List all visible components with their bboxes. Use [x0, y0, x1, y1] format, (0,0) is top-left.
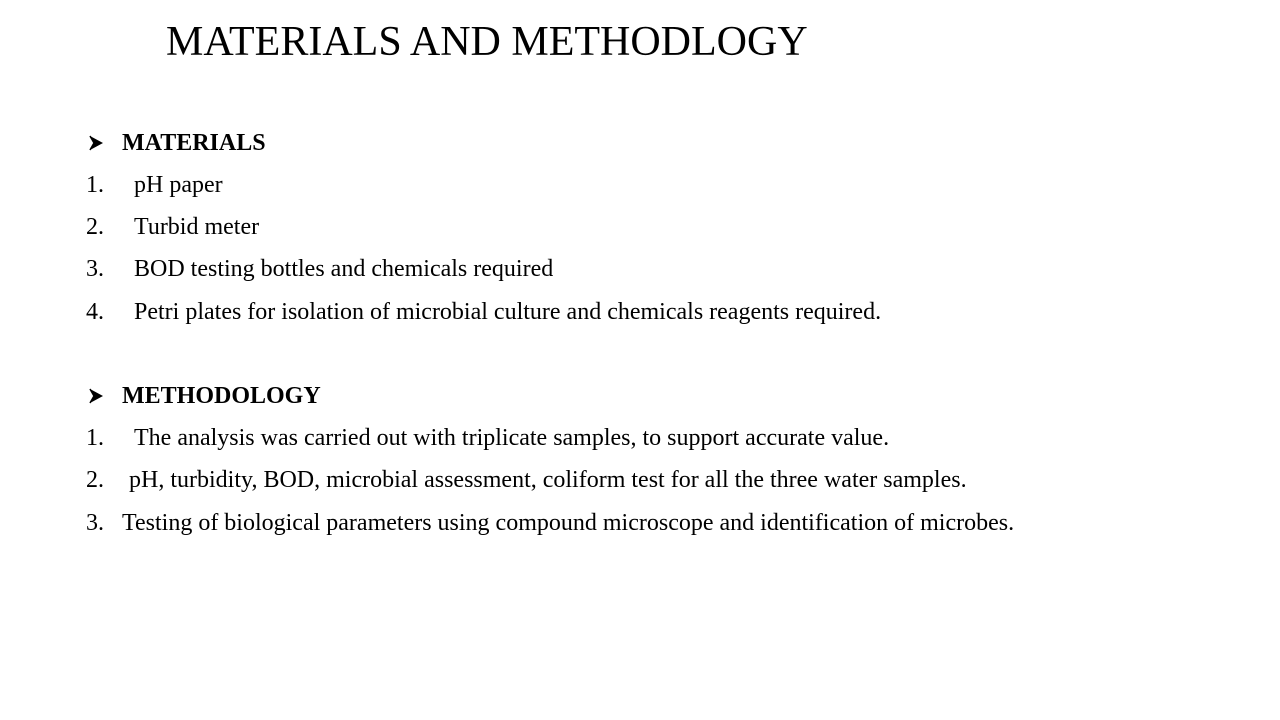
methodology-heading: METHODOLOGY	[122, 383, 321, 409]
list-item-text: Testing of biological parameters using compound microscope and identification of microbes.	[122, 510, 1015, 536]
list-item-text: Petri plates for isolation of microbial culture and chemicals reagents required.	[134, 299, 882, 325]
page-title: MATERIALS AND METHODLOGY	[166, 19, 808, 65]
list-item-number: 3.	[86, 256, 104, 282]
list-item-text: The analysis was carried out with triplicate samples, to support accurate value.	[134, 425, 890, 451]
list-item-text: BOD testing bottles and chemicals required	[134, 256, 554, 282]
list-item-text: Turbid meter	[134, 214, 260, 240]
arrow-bullet-icon	[88, 128, 106, 158]
list-item-number: 2.	[86, 467, 104, 493]
arrow-bullet-icon	[88, 381, 106, 411]
materials-heading: MATERIALS	[122, 130, 266, 156]
list-item-number: 2.	[86, 214, 104, 240]
list-item-number: 1.	[86, 425, 104, 451]
list-item-number: 1.	[86, 172, 104, 198]
list-item-number: 4.	[86, 299, 104, 325]
list-item-text: pH paper	[134, 172, 223, 198]
list-item-number: 3.	[86, 510, 104, 536]
list-item-text: pH, turbidity, BOD, microbial assessment, coliform test for all the three water samples.	[129, 467, 967, 493]
